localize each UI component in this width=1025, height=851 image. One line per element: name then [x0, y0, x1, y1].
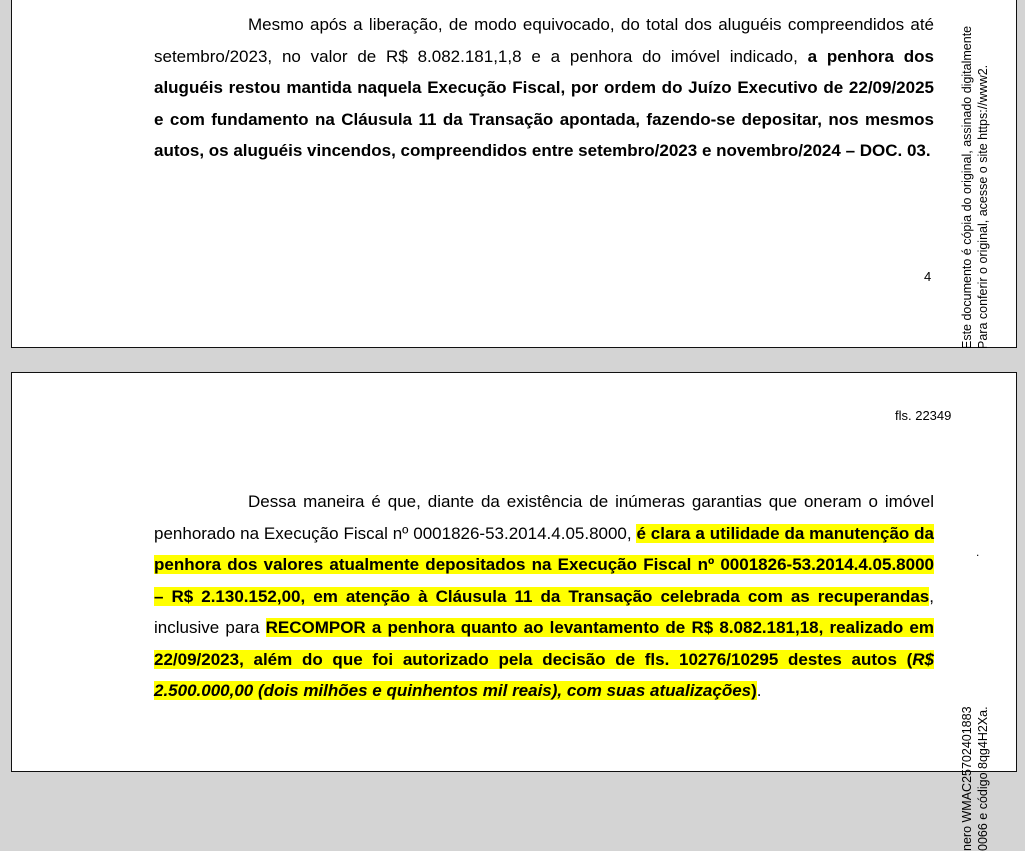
folio-number: fls. 22349 [895, 408, 952, 423]
side-stamp-top [959, 0, 991, 349]
page-number: 4 [924, 269, 932, 284]
paragraph-seg7: . [756, 681, 762, 700]
document-page-1 [11, 0, 1017, 348]
paragraph-normal-text: Mesmo após a liberação, de modo equivocado, do total dos aluguéis compreendidos até setembro/2023, no valor de R$ 8.082.181,1,8 e a penhora do imóvel indicado, [154, 15, 934, 66]
highlight-seg4: RECOMPOR a penhora quanto ao levantamento de R$ 8.082.181,18, realizado em 22/09/2023, além do que foi autorizado pela decisão de fls. 10276/10295 destes autos ( [154, 618, 934, 669]
highlight-seg2: é clara a utilidade da manutenção da penhora dos valores atualmente depositados na Execução Fiscal nº 0001826-53.2014.4.05.8000 – R$ 2.130.152,00, em atenção à Cláusula 11 da Transação celebrada com as recuperandas [154, 523, 934, 606]
side-stamp-line1: nero WMAC25702401883 [960, 706, 974, 851]
paragraph-seg3: , inclusive para [154, 586, 934, 637]
side-stamp-line2: Para conferir o original, acesse o site https://www2. [976, 64, 990, 349]
paragraph-page2 [154, 486, 934, 707]
side-stamp-bottom [959, 491, 991, 851]
highlight-seg6: ) [751, 681, 757, 700]
paragraph-page1 [154, 9, 934, 167]
side-stamp-line2: 0066 e código 8qg4H2Xa. [976, 706, 990, 851]
paragraph-bold-text: a penhora dos aluguéis restou mantida naquela Execução Fiscal, por ordem do Juízo Executivo de 22/09/2025 e com fundamento na Cláusula 11 da Transação apontada, fazendo-se depositar, nos mesmos autos, os aluguéis vincendos, compreendidos entre setembro/2023 e novembro/2024 – DOC. 03. [154, 46, 935, 160]
document-page-2 [11, 372, 1017, 772]
side-dot: . [976, 545, 980, 559]
side-stamp-line1: Este documento é cópia do original, assinado digitalmente [960, 25, 974, 349]
paragraph-seg1: Dessa maneira é que, diante da existência de inúmeras garantias que oneram o imóvel penhorado na Execução Fiscal nº 0001826-53.2014.4.05.8000, [154, 492, 934, 543]
highlight-seg5-italic: R$ 2.500.000,00 (dois milhões e quinhentos mil reais), com suas atualizações [154, 649, 934, 700]
